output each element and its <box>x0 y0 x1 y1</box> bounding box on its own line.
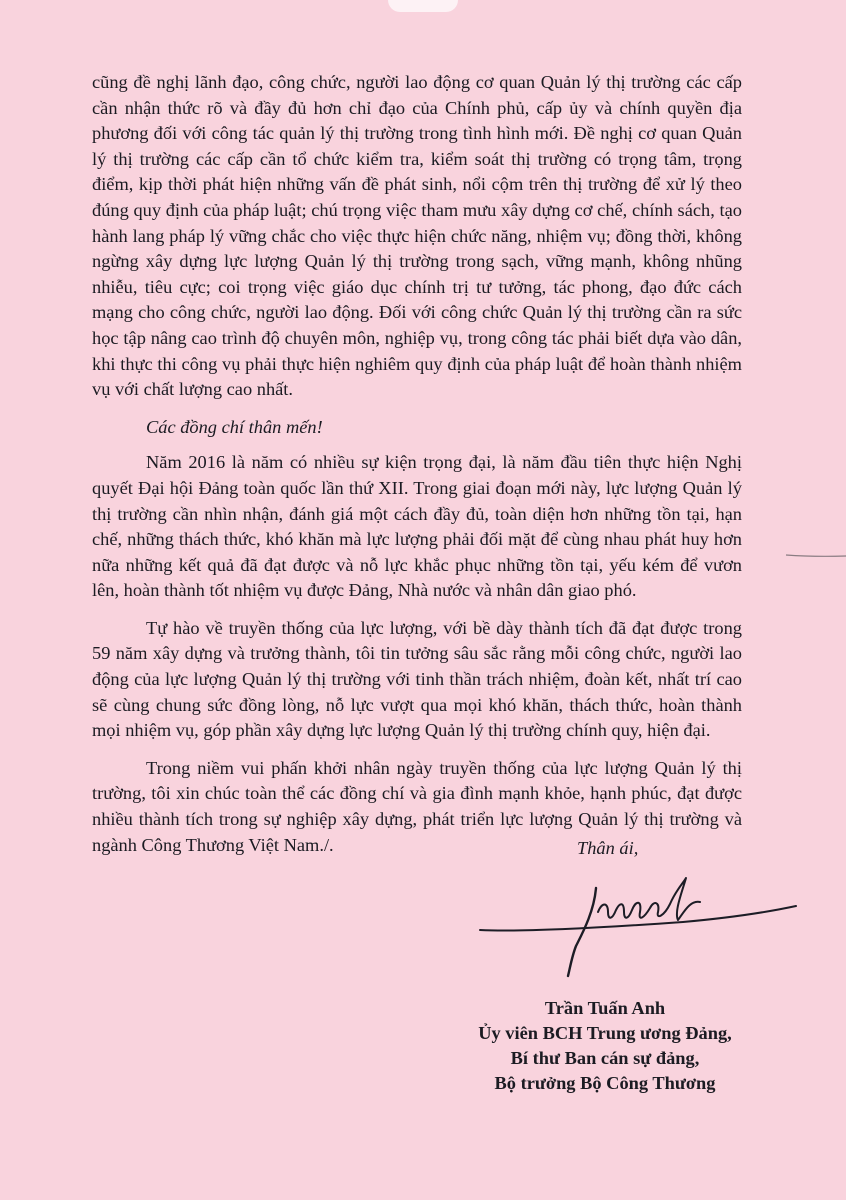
signer-title-3: Bộ trưởng Bộ Công Thương <box>494 1073 716 1093</box>
paragraph-wishes: Trong niềm vui phấn khởi nhân ngày truyền thống của lực lượng Quản lý thị trường, tôi xin chúc toàn thể các đồng chí và gia đình mạnh khỏe, hạnh phúc, đạt được nhiều thành tích trong sự nghiệp xây dựng, phát triển lực lượng Quản lý thị trường và ngành Công Thương Việt Nam./. <box>92 757 742 855</box>
letter-body <box>92 70 742 870</box>
punch-hole-mark <box>388 0 458 12</box>
signer-title-2: Bí thư Ban cán sự đảng, <box>510 1048 700 1068</box>
handwritten-signature <box>478 872 798 982</box>
signer-name: Trần Tuấn Anh <box>544 998 666 1018</box>
paper-edge-mark <box>784 551 846 561</box>
salutation: Các đồng chí thân mến! <box>146 416 323 437</box>
closing-phrase: Thân ái, <box>577 838 639 858</box>
signer-block <box>470 996 740 1096</box>
paragraph-2016: Năm 2016 là năm có nhiều sự kiện trọng đại, là năm đầu tiên thực hiện Nghị quyết Đại hội Đảng toàn quốc lần thứ XII. Trong giai đoạn mới này, lực lượng Quản lý thị trường cần nhìn nhận, đánh giá một cách đầy đủ, toàn diện hơn những tồn tại, hạn chế, những thách thức, khó khăn mà lực lượng phải đối mặt để cùng nhau phát huy hơn nữa những kết quả đã đạt được và nỗ lực khắc phục những tồn tại, yếu kém để vươn lên, hoàn thành tốt nhiệm vụ được Đảng, Nhà nước và nhân dân giao phó. <box>92 452 742 601</box>
paragraph-tradition: Tự hào về truyền thống của lực lượng, với bề dày thành tích đã đạt được trong 59 năm xây dựng và trưởng thành, tôi tin tưởng sâu sắc rằng mỗi công chức, người lao động của lực lượng Quản lý thị trường với tinh thần trách nhiệm, đoàn kết, nhất trí cao sẽ cùng chung sức đồng lòng, nỗ lực vượt qua mọi khó khăn, thách thức, hoàn thành mọi nhiệm vụ, góp phần xây dựng lực lượng Quản lý thị trường chính quy, hiện đại. <box>92 617 742 741</box>
signer-title-1: Ủy viên BCH Trung ương Đảng, <box>478 1023 732 1043</box>
paragraph-continuation: cũng đề nghị lãnh đạo, công chức, người lao động cơ quan Quản lý thị trường các cấp cần nhận thức rõ và đầy đủ hơn chỉ đạo của Chính phủ, cấp ủy và chính quyền địa phương đối với công tác quản lý thị trường trong tình hình mới. Đề nghị cơ quan Quản lý thị trường các cấp cần tổ chức kiểm tra, kiểm soát thị trường có trọng tâm, trọng điểm, kịp thời phát hiện những vấn đề phát sinh, nổi cộm trên thị trường để xử lý theo đúng quy định của pháp luật; chú trọng việc tham mưu xây dựng cơ chế, chính sách, tạo hành lang pháp lý vững chắc cho việc thực hiện chức năng, nhiệm vụ; đồng thời, không ngừng xây dựng lực lượng Quản lý thị trường trong sạch, vững mạnh, không nhũng nhiễu, tiêu cực; coi trọng việc giáo dục chính trị tư tưởng, tác phong, đạo đức cách mạng cho công chức, người lao động. Đối với công chức Quản lý thị trường cần ra sức học tập nâng cao trình độ chuyên môn, nghiệp vụ, trong công tác phải biết dựa vào dân, khi thực thi công vụ phải thực hiện nghiêm quy định của pháp luật để hoàn thành nhiệm vụ với chất lượng cao nhất. <box>92 72 742 400</box>
